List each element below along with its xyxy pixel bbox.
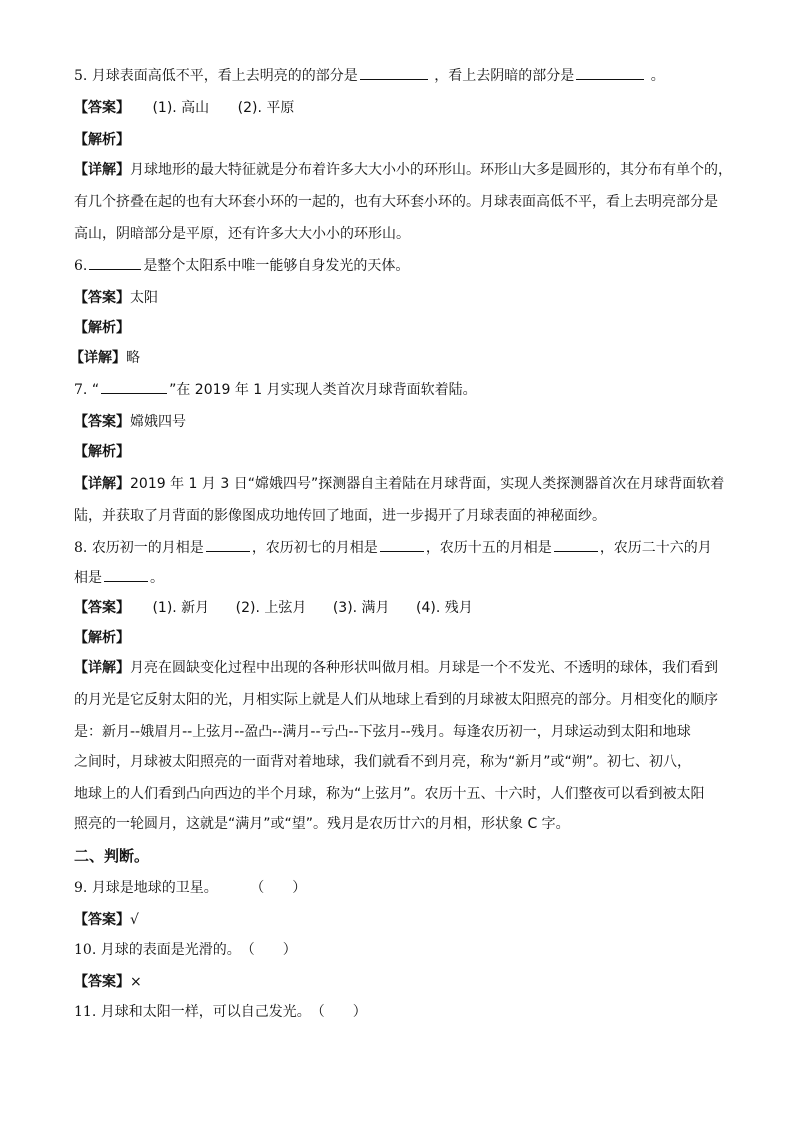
answer-row [74,412,724,432]
detail-line [74,722,724,742]
analysis-row [74,628,724,648]
detail-line [74,690,724,710]
detail-text: 的月光是它反射太阳的光，月相实际上就是人们从地球上看到的月球被太阳照亮的部分。月相变化的顺序 [74,692,718,708]
answer-item: (4). 残月 [416,600,473,616]
question-number: 10. [74,942,97,958]
question-8 [74,538,724,558]
answer-item: (2). 平原 [237,100,295,116]
question-text: 是整个太阳系中唯一能够自身发光的天体。 [143,258,410,274]
answer-blank [89,256,141,270]
question-text: 。 [150,570,164,586]
answer-item: √ [130,912,139,928]
analysis-label: 【解析】 [74,320,130,336]
answer-blank [104,568,148,582]
question-text: 。 [650,68,665,84]
question-number: 7. [74,382,88,398]
answer-item: 太阳 [130,290,158,306]
answer-row [74,972,724,992]
question-text: 月球的表面是光滑的。 [100,942,241,958]
answer-item: (1). 新月 [152,600,210,616]
question-text: ”在 2019 年 1 月实现人类首次月球背面软着陆。 [169,382,477,398]
question-10 [74,940,724,960]
detail-text: 月亮在圆缺变化过程中出现的各种形状叫做月相。月球是一个不发光、不透明的球体，我们看到 [130,660,718,676]
analysis-label: 【解析】 [74,132,130,148]
detail-line [74,192,724,212]
answer-item: (3). 满月 [332,600,390,616]
question-5 [74,66,724,86]
answer-blank [576,66,644,80]
answer-label: 【答案】 [74,100,130,116]
answer-row [74,288,724,308]
answer-item: × [130,974,142,990]
question-text: ，农历初七的月相是 [251,540,378,556]
answer-label: 【答案】 [74,912,130,928]
detail-line [74,752,724,772]
answer-blank [101,380,167,394]
answer-row [74,98,724,118]
answer-label: 【答案】 [74,600,130,616]
answer-label: 【答案】 [74,290,130,306]
detail-label: 【详解】 [70,350,126,366]
detail-line [74,474,724,494]
answer-item: (2). 上弦月 [235,600,307,616]
answer-item: (1). 高山 [152,100,210,116]
detail-text: 月球地形的最大特征就是分布着许多大大小小的环形山。环形山大多是圆形的，其分布有单个的， [130,162,732,178]
question-9 [74,878,724,898]
detail-text: 是：新月--娥眉月--上弦月--盈凸--满月--亏凸--下弦月--残月。每逢农历初一，月球运动到太阳和地球 [74,724,691,740]
detail-label: 【详解】 [74,162,130,178]
detail-text: 2019 年 1 月 3 日“嫦娥四号”探测器自主着陆在月球背面，实现人类探测器首次在月球背面软着 [130,476,725,492]
detail-line [74,506,724,526]
analysis-label: 【解析】 [74,630,130,646]
question-7 [74,380,724,400]
question-number: 11. [74,1004,97,1020]
answer-label: 【答案】 [74,414,130,430]
detail-text: 略 [126,350,140,366]
detail-line [74,784,724,804]
answer-parentheses: （ ） [250,880,307,896]
question-text: ，农历十五的月相是 [425,540,552,556]
question-text: 农历初一的月相是 [91,540,204,556]
detail-line [74,224,724,244]
analysis-row [74,130,724,150]
question-text: 相是 [74,570,102,586]
answer-item: 嫦娥四号 [130,414,186,430]
answer-blank [360,66,428,80]
detail-text: 陆，并获取了月背面的影像图成功地传回了地面，进一步揭开了月球表面的神秘面纱。 [74,508,606,524]
answer-row [74,598,724,618]
answer-row [74,910,724,930]
question-number: 8. [74,540,88,556]
question-text: 月球表面高低不平，看上去明亮的的部分是 [91,68,358,84]
detail-text: 高山，阴暗部分是平原，还有许多大大小小的环形山。 [74,226,410,242]
detail-label: 【详解】 [74,476,130,492]
detail-text: 之间时，月球被太阳照亮的一面背对着地球，我们就看不到月亮，称为“新月”或“朔”。初七、初八， [74,754,692,770]
question-number: 5. [74,68,88,84]
answer-blank [206,538,250,552]
detail-line [74,658,724,678]
question-text: 月球是地球的卫星。 [91,880,218,896]
question-text: 月球和太阳一样，可以自己发光。 [100,1004,311,1020]
analysis-row [74,442,724,462]
detail-text: 照亮的一轮圆月，这就是“满月”或“望”。残月是农历廿六的月相，形状象 C 字。 [74,816,570,832]
question-number: 6. [74,258,88,274]
answer-parentheses: （ ） [310,1004,367,1020]
detail-line [74,814,724,834]
detail-line [70,348,720,368]
detail-text: 有几个挤叠在起的也有大环套小环的一起的，也有大环套小环的。月球表面高低不平，看上去明亮部分是 [74,194,718,210]
analysis-row [74,318,724,338]
answer-blank [380,538,424,552]
question-text: ，看上去阴暗的部分是 [434,68,575,84]
question-number: 9. [74,880,88,896]
question-11 [74,1002,724,1022]
question-8-cont [74,568,724,588]
detail-label: 【详解】 [74,660,130,676]
answer-parentheses: （ ） [240,942,297,958]
question-6 [74,256,724,276]
answer-blank [554,538,598,552]
detail-text: 地球上的人们看到凸向西边的半个月球，称为“上弦月”。农历十五、十六时，人们整夜可以看到被太阳 [74,786,705,802]
open-quote: “ [91,382,100,398]
section-heading: 二、判断。 [74,847,150,865]
answer-label: 【答案】 [74,974,130,990]
analysis-label: 【解析】 [74,444,130,460]
question-text: ，农历二十六的月 [599,540,712,556]
detail-line [74,160,732,180]
